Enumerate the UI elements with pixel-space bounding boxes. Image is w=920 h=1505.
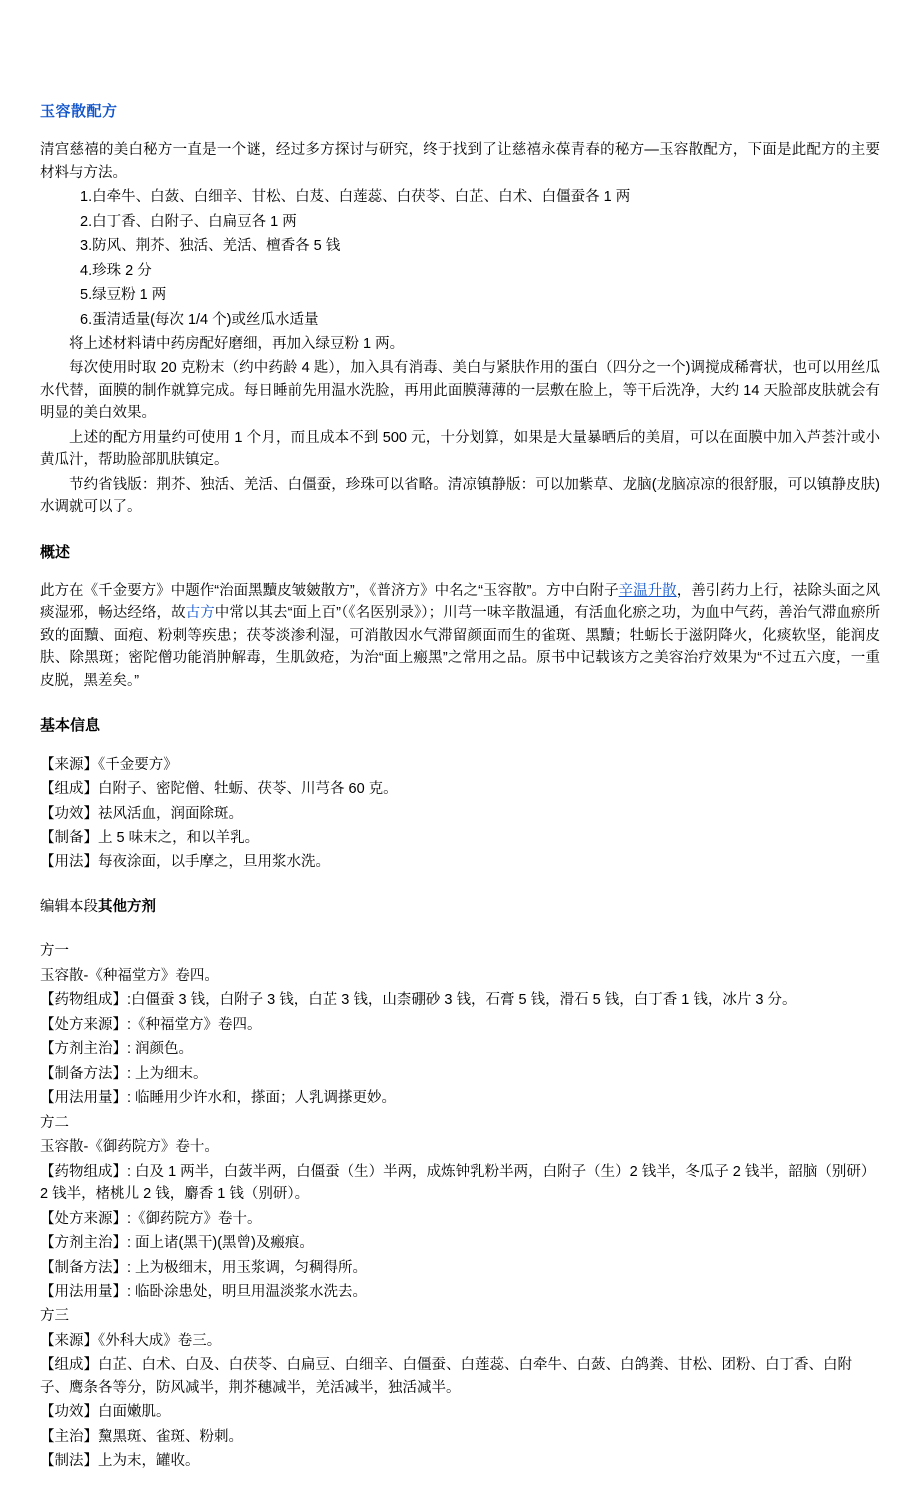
basic-info-line: 【功效】祛风活血，润面除斑。 xyxy=(40,805,243,822)
formula-group-1 xyxy=(40,940,880,1109)
overview-text-1: 此方在《千金要方》中题作“治面黑黷皮皱皴散方”，《普济方》中名之“玉容散”。方中白附子 xyxy=(40,583,619,599)
formula-line: 【方剂主治】: 面上诸(黑干)(黑曾)及瘢痕。 xyxy=(40,1235,314,1252)
formula-line: 【制法】上为末，罐收。 xyxy=(40,1453,200,1470)
formula-line: 【主治】黧黑斑、雀斑、粉刺。 xyxy=(40,1428,243,1445)
overview-text-3: 中常以其去“面上百”（《名医别录》）；川芎一味辛散温通，有活血化瘀之功，为血中气药，善治气滞血瘀所致的面黷、面疱、粉刺等疾患；茯苓淡渗利湿，可消散因水气滞留颜面而生的雀斑、黑黷；牡蛎长于滋阴降火，化痰软坚，能润皮肤、除黑斑；密陀僧功能消肿解毒，生肌敛疮，为治“面上瘢黑”之常用之品。原书中记载该方之美容治疗效果为“不过五六度，一重皮脱，黑差矣。” xyxy=(40,605,881,689)
overview-text-2: ，善引药力上行，祛除头面之风痰湿邪，畅达经络，故 xyxy=(40,583,881,622)
basic-info-line: 【来源】《千金要方》 xyxy=(40,756,178,773)
ingredient-item: 3.防风、荆芥、独活、羌活、檀香各 5 钱 xyxy=(80,238,341,255)
basic-info-list xyxy=(40,754,880,874)
formula-group-subtitle: 玉容散-《种福堂方》卷四。 xyxy=(40,967,219,984)
formula-line: 【用法用量】: 临卧涂患处，明旦用温淡浆水洗去。 xyxy=(40,1283,368,1300)
basic-info-line: 【用法】每夜涂面，以手摩之，旦用浆水洗。 xyxy=(40,854,330,871)
formula-line: 【处方来源】:《御药院方》卷十。 xyxy=(40,1210,262,1227)
formula-group-2 xyxy=(40,1112,880,1304)
method-paragraph-1: 将上述材料请中药房配好磨细，再加入绿豆粉 1 两。 xyxy=(69,336,405,352)
method-paragraph-3: 上述的配方用量约可使用 1 个月，而且成本不到 500 元，十分划算，如果是大量暴晒后的美眉，可以在面膜中加入芦荟汁或小黄瓜汁，帮助脸部肌肤镇定。 xyxy=(40,429,880,469)
formula-group-title: 方一 xyxy=(40,943,69,960)
other-formulas-heading xyxy=(40,896,880,918)
formula-group-3 xyxy=(40,1305,880,1472)
formula-line: 【来源】《外科大成》卷三。 xyxy=(40,1332,222,1349)
spacer xyxy=(40,932,880,940)
formula-line: 【用法用量】: 临睡用少许水和，搽面；人乳调搽更妙。 xyxy=(40,1090,397,1107)
formula-line: 【处方来源】:《种福堂方》卷四。 xyxy=(40,1016,262,1033)
formula-line: 【制备方法】: 上为极细末，用玉浆调，匀稠得所。 xyxy=(40,1259,368,1276)
formula-group-subtitle: 玉容散-《御药院方》卷十。 xyxy=(40,1139,219,1156)
basic-info-line: 【组成】白附子、密陀僧、牡蛎、茯苓、川芎各 60 克。 xyxy=(40,781,398,798)
link-gufang[interactable]: 古方 xyxy=(185,605,215,622)
overview-paragraph xyxy=(40,580,880,692)
formula-line: 【功效】白面嫩肌。 xyxy=(40,1404,171,1421)
formula-line: 【方剂主治】: 润颜色。 xyxy=(40,1041,194,1058)
link-xinwenshengsan[interactable]: 辛温升散 xyxy=(618,583,677,599)
formula-group-title: 方三 xyxy=(40,1308,69,1325)
formula-line: 【药物组成】:白僵蚕 3 钱，白附子 3 钱，白芷 3 钱，山柰硼砂 3 钱，石膏 5 钱，滑石 5 钱，白丁香 1 钱，冰片 3 分。 xyxy=(40,992,797,1009)
method-paragraph-4: 节约省钱版：荆芥、独活、羌活、白僵蚕，珍珠可以省略。清凉镇静版：可以加紫草、龙脑(龙脑凉凉的很舒服，可以镇静皮肤)水调就可以了。 xyxy=(40,476,880,516)
intro-paragraph: 清宫慈禧的美白秘方一直是一个谜，经过多方探讨与研究，终于找到了让慈禧永葆青春的秘方—玉容散配方，下面是此配方的主要材料与方法。 xyxy=(40,142,880,181)
ingredient-item: 5.绿豆粉 1 两 xyxy=(80,287,167,304)
formula-line: 【药物组成】: 白及 1 两半，白蔹半两，白僵蚕（生）半两，成炼钟乳粉半两，白附子（生）2 钱半，冬瓜子 2 钱半，韶脑（别研）2 钱半，楮桃儿 2 钱，麝香 1 钱（别研）。 xyxy=(40,1163,876,1203)
formula-line: 【制备方法】: 上为细末。 xyxy=(40,1065,208,1082)
ingredient-item: 1.白牵牛、白蔹、白细辛、甘松、白芨、白莲蕊、白茯苓、白芷、白术、白僵蚕各 1 两 xyxy=(80,189,631,206)
method-paragraph-2: 每次使用时取 20 克粉末（约中药龄 4 匙），加入具有消毒、美白与紧肤作用的蛋白（四分之一个)调搅成稀膏状，也可以用丝瓜水代替，面膜的制作就算完成。每日睡前先用温水洗脸，再用此面膜薄薄的一层敷在脸上，等干后洗净，大约 14 天脸部皮肤就会有明显的美白效果。 xyxy=(40,360,880,422)
formula-line: 【组成】白芷、白术、白及、白茯苓、白扁豆、白细辛、白僵蚕、白莲蕊、白牵牛、白蔹、白鸽粪、甘松、团粉、白丁香、白附子、鹰条各等分，防风减半，荆芥穗减半，羌活减半，独活减半。 xyxy=(40,1357,852,1396)
ingredient-item: 4.珍珠 2 分 xyxy=(80,262,152,279)
ingredient-item: 2.白丁香、白附子、白扁豆各 1 两 xyxy=(80,213,297,230)
other-formulas-title: 其他方剂 xyxy=(98,898,156,915)
edit-section-label[interactable]: 编辑本段 xyxy=(40,898,98,915)
intro-section xyxy=(40,139,880,519)
basic-info-heading: 基本信息 xyxy=(40,717,101,735)
overview-heading: 概述 xyxy=(40,543,71,561)
page-title: 玉容散配方 xyxy=(40,103,118,120)
basic-info-line: 【制备】上 5 味末之，和以羊乳。 xyxy=(40,830,260,846)
formula-group-title: 方二 xyxy=(40,1114,69,1131)
ingredient-item: 6.蛋清适量(每次 1/4 个)或丝瓜水适量 xyxy=(80,311,319,328)
